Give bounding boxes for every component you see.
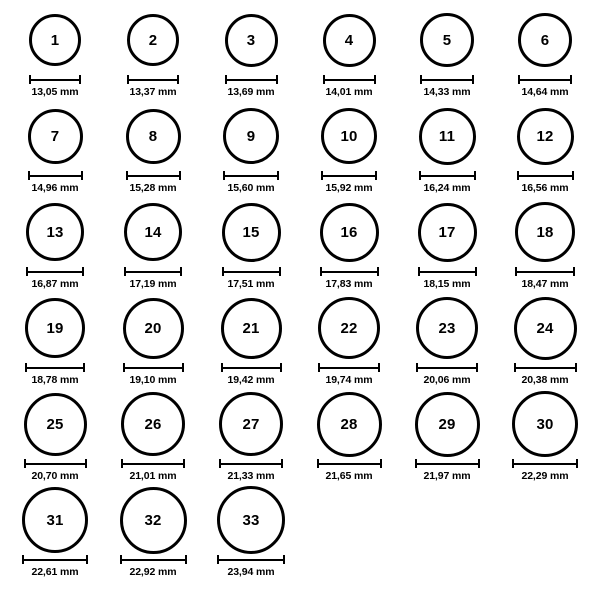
ring-circle-icon	[123, 298, 184, 359]
ring-size-cell	[398, 8, 496, 104]
diameter-measure-icon	[22, 555, 88, 564]
ring-size-label: 11	[438, 127, 456, 145]
ring-size-label: 25	[46, 415, 64, 433]
measure-cap-right	[476, 363, 478, 372]
ring-circle-wrap	[28, 104, 83, 168]
ring-circle-icon	[512, 391, 578, 457]
diameter-measure-icon	[127, 75, 179, 84]
ring-circle-icon	[321, 108, 377, 164]
ring-circle-wrap	[219, 392, 283, 456]
ring-size-label: 17	[438, 223, 456, 241]
measure-cap-left	[515, 267, 517, 276]
ring-circle-wrap	[418, 200, 477, 264]
measure-cap-left	[420, 75, 422, 84]
ring-size-cell	[202, 392, 300, 488]
ring-diameter-label: 15,60 mm	[227, 182, 275, 194]
ring-diameter-label: 13,05 mm	[31, 86, 79, 98]
ring-circle-icon	[518, 13, 572, 67]
measure-cap-right	[475, 267, 477, 276]
measure-bar	[517, 175, 574, 177]
ring-circle-wrap	[123, 296, 184, 360]
diameter-measure-icon	[418, 267, 477, 276]
ring-size-label: 33	[242, 511, 260, 529]
measure-cap-right	[472, 75, 474, 84]
measure-cap-right	[478, 459, 480, 468]
ring-diameter-label: 19,74 mm	[325, 374, 373, 386]
ring-size-label: 23	[438, 319, 456, 337]
measure-cap-right	[573, 267, 575, 276]
measure-bar	[29, 79, 81, 81]
ring-circle-icon	[420, 13, 474, 67]
ring-size-label: 21	[242, 319, 260, 337]
ring-circle-icon	[22, 487, 88, 553]
ring-diameter-label: 13,69 mm	[227, 86, 275, 98]
measure-bar	[24, 463, 87, 465]
ring-circle-icon	[517, 108, 574, 165]
ring-circle-icon	[416, 297, 478, 359]
ring-size-cell	[104, 296, 202, 392]
measure-bar	[512, 463, 578, 465]
measure-bar	[318, 367, 380, 369]
diameter-measure-icon	[419, 171, 476, 180]
ring-circle-wrap	[126, 104, 181, 168]
measure-bar	[418, 271, 477, 273]
ring-circle-icon	[222, 203, 281, 262]
diameter-measure-icon	[217, 555, 285, 564]
ring-size-cell	[202, 8, 300, 104]
ring-circle-wrap	[22, 488, 88, 552]
measure-cap-right	[179, 171, 181, 180]
ring-circle-icon	[419, 108, 476, 165]
ring-circle-icon	[126, 109, 181, 164]
measure-cap-left	[127, 75, 129, 84]
measure-cap-left	[321, 171, 323, 180]
ring-size-cell	[496, 200, 594, 296]
diameter-measure-icon	[219, 459, 283, 468]
ring-circle-wrap	[419, 104, 476, 168]
measure-cap-left	[419, 171, 421, 180]
ring-circle-icon	[225, 14, 278, 67]
ring-diameter-label: 22,92 mm	[129, 566, 177, 578]
measure-cap-right	[185, 555, 187, 564]
diameter-measure-icon	[318, 363, 380, 372]
ring-circle-icon	[219, 392, 283, 456]
measure-cap-left	[514, 363, 516, 372]
ring-circle-icon	[318, 297, 380, 359]
ring-circle-icon	[515, 202, 575, 262]
ring-size-label: 31	[46, 511, 64, 529]
ring-circle-wrap	[323, 8, 376, 72]
ring-circle-wrap	[217, 488, 285, 552]
ring-diameter-label: 14,64 mm	[521, 86, 569, 98]
diameter-measure-icon	[28, 171, 83, 180]
measure-cap-left	[512, 459, 514, 468]
diameter-measure-icon	[420, 75, 474, 84]
ring-size-label: 19	[46, 319, 64, 337]
ring-circle-wrap	[517, 104, 574, 168]
diameter-measure-icon	[25, 363, 85, 372]
ring-circle-wrap	[514, 296, 577, 360]
ring-circle-icon	[415, 392, 480, 457]
ring-circle-wrap	[120, 488, 187, 552]
measure-bar	[320, 271, 379, 273]
diameter-measure-icon	[323, 75, 376, 84]
ring-circle-wrap	[223, 104, 279, 168]
measure-cap-right	[81, 171, 83, 180]
ring-size-label: 7	[50, 127, 60, 145]
measure-cap-left	[29, 75, 31, 84]
ring-size-label: 18	[536, 223, 554, 241]
measure-bar	[225, 79, 278, 81]
ring-size-cell	[6, 392, 104, 488]
measure-cap-left	[416, 363, 418, 372]
measure-cap-right	[576, 459, 578, 468]
measure-cap-right	[474, 171, 476, 180]
ring-size-label: 16	[340, 223, 358, 241]
measure-cap-left	[25, 363, 27, 372]
ring-size-cell	[6, 104, 104, 200]
ring-size-cell	[104, 392, 202, 488]
ring-circle-wrap	[416, 296, 478, 360]
measure-bar	[219, 463, 283, 465]
measure-bar	[323, 79, 376, 81]
ring-circle-wrap	[415, 392, 480, 456]
measure-bar	[22, 559, 88, 561]
ring-diameter-label: 22,29 mm	[521, 470, 569, 482]
measure-cap-left	[317, 459, 319, 468]
ring-circle-icon	[28, 109, 83, 164]
measure-cap-right	[83, 363, 85, 372]
measure-cap-right	[86, 555, 88, 564]
measure-bar	[126, 175, 181, 177]
ring-circle-wrap	[512, 392, 578, 456]
measure-bar	[515, 271, 575, 273]
diameter-measure-icon	[123, 363, 184, 372]
ring-diameter-label: 19,42 mm	[227, 374, 275, 386]
measure-bar	[321, 175, 377, 177]
diameter-measure-icon	[223, 171, 279, 180]
ring-size-label: 30	[536, 415, 554, 433]
ring-diameter-label: 17,51 mm	[227, 278, 275, 290]
ring-diameter-label: 17,83 mm	[325, 278, 373, 290]
ring-circle-icon	[217, 486, 285, 554]
measure-bar	[221, 367, 282, 369]
ring-diameter-label: 14,33 mm	[423, 86, 471, 98]
ring-size-grid	[6, 8, 594, 584]
ring-diameter-label: 18,47 mm	[521, 278, 569, 290]
ring-circle-icon	[223, 108, 279, 164]
ring-circle-wrap	[25, 296, 85, 360]
measure-cap-left	[219, 459, 221, 468]
ring-circle-wrap	[420, 8, 474, 72]
ring-diameter-label: 17,19 mm	[129, 278, 177, 290]
diameter-measure-icon	[221, 363, 282, 372]
ring-circle-wrap	[225, 8, 278, 72]
ring-size-label: 1	[50, 31, 60, 49]
diameter-measure-icon	[124, 267, 182, 276]
measure-cap-left	[26, 267, 28, 276]
measure-bar	[518, 79, 572, 81]
measure-bar	[123, 367, 184, 369]
measure-cap-left	[225, 75, 227, 84]
ring-circle-wrap	[121, 392, 185, 456]
ring-size-cell	[496, 392, 594, 488]
measure-cap-right	[277, 171, 279, 180]
ring-circle-wrap	[518, 8, 572, 72]
measure-cap-right	[279, 267, 281, 276]
measure-cap-right	[283, 555, 285, 564]
ring-size-cell	[6, 200, 104, 296]
diameter-measure-icon	[120, 555, 187, 564]
measure-cap-left	[222, 267, 224, 276]
measure-cap-left	[123, 363, 125, 372]
measure-cap-right	[182, 363, 184, 372]
ring-diameter-label: 16,87 mm	[31, 278, 79, 290]
ring-size-label: 2	[148, 31, 158, 49]
measure-bar	[217, 559, 285, 561]
measure-bar	[127, 79, 179, 81]
ring-size-cell	[496, 8, 594, 104]
ring-diameter-label: 18,15 mm	[423, 278, 471, 290]
ring-size-label: 27	[242, 415, 260, 433]
ring-circle-icon	[323, 14, 376, 67]
measure-bar	[124, 271, 182, 273]
ring-circle-icon	[317, 392, 382, 457]
diameter-measure-icon	[222, 267, 281, 276]
ring-size-label: 24	[536, 319, 554, 337]
ring-size-label: 3	[246, 31, 256, 49]
ring-diameter-label: 21,65 mm	[325, 470, 373, 482]
measure-cap-left	[415, 459, 417, 468]
ring-size-cell	[6, 8, 104, 104]
diameter-measure-icon	[320, 267, 379, 276]
diameter-measure-icon	[121, 459, 185, 468]
ring-size-label: 12	[536, 127, 554, 145]
ring-size-label: 20	[144, 319, 162, 337]
diameter-measure-icon	[518, 75, 572, 84]
measure-cap-left	[323, 75, 325, 84]
measure-cap-left	[126, 171, 128, 180]
ring-size-label: 14	[144, 223, 162, 241]
measure-cap-right	[85, 459, 87, 468]
diameter-measure-icon	[514, 363, 577, 372]
measure-cap-right	[180, 267, 182, 276]
measure-cap-left	[223, 171, 225, 180]
ring-diameter-label: 18,78 mm	[31, 374, 79, 386]
ring-diameter-label: 20,38 mm	[521, 374, 569, 386]
ring-size-label: 15	[242, 223, 260, 241]
measure-cap-left	[418, 267, 420, 276]
ring-circle-icon	[26, 203, 84, 261]
measure-cap-right	[82, 267, 84, 276]
diameter-measure-icon	[321, 171, 377, 180]
measure-cap-left	[24, 459, 26, 468]
measure-bar	[514, 367, 577, 369]
diameter-measure-icon	[225, 75, 278, 84]
ring-circle-icon	[25, 298, 85, 358]
ring-diameter-label: 15,92 mm	[325, 182, 373, 194]
measure-cap-left	[121, 459, 123, 468]
measure-cap-left	[221, 363, 223, 372]
ring-size-cell	[496, 296, 594, 392]
measure-cap-right	[572, 171, 574, 180]
ring-diameter-label: 23,94 mm	[227, 566, 275, 578]
ring-size-cell	[300, 392, 398, 488]
ring-size-cell	[104, 200, 202, 296]
ring-size-label: 8	[148, 127, 158, 145]
ring-size-cell	[202, 296, 300, 392]
ring-circle-wrap	[221, 296, 282, 360]
diameter-measure-icon	[317, 459, 382, 468]
measure-cap-right	[177, 75, 179, 84]
ring-circle-icon	[121, 392, 185, 456]
ring-size-cell	[6, 296, 104, 392]
measure-cap-right	[378, 363, 380, 372]
diameter-measure-icon	[415, 459, 480, 468]
ring-size-cell	[300, 104, 398, 200]
ring-diameter-label: 21,01 mm	[129, 470, 177, 482]
measure-bar	[419, 175, 476, 177]
ring-circle-wrap	[318, 296, 380, 360]
ring-diameter-label: 14,01 mm	[325, 86, 373, 98]
measure-cap-right	[276, 75, 278, 84]
measure-bar	[223, 175, 279, 177]
ring-diameter-label: 14,96 mm	[31, 182, 79, 194]
measure-cap-right	[281, 459, 283, 468]
ring-size-label: 32	[144, 511, 162, 529]
measure-bar	[26, 271, 84, 273]
ring-size-cell	[104, 8, 202, 104]
ring-circle-wrap	[317, 392, 382, 456]
ring-circle-wrap	[24, 392, 87, 456]
ring-size-label: 4	[344, 31, 354, 49]
ring-size-label: 22	[340, 319, 358, 337]
ring-size-label: 29	[438, 415, 456, 433]
ring-circle-icon	[127, 14, 179, 66]
ring-circle-icon	[320, 203, 379, 262]
ring-size-cell	[6, 488, 104, 584]
measure-cap-right	[183, 459, 185, 468]
ring-diameter-label: 20,70 mm	[31, 470, 79, 482]
diameter-measure-icon	[29, 75, 81, 84]
ring-circle-icon	[120, 487, 187, 554]
ring-diameter-label: 16,56 mm	[521, 182, 569, 194]
ring-circle-icon	[418, 203, 477, 262]
ring-size-cell	[104, 488, 202, 584]
ring-size-cell	[398, 200, 496, 296]
ring-size-cell	[496, 104, 594, 200]
ring-diameter-label: 21,97 mm	[423, 470, 471, 482]
diameter-measure-icon	[512, 459, 578, 468]
measure-cap-left	[320, 267, 322, 276]
diameter-measure-icon	[515, 267, 575, 276]
ring-diameter-label: 22,61 mm	[31, 566, 79, 578]
measure-cap-right	[570, 75, 572, 84]
ring-diameter-label: 16,24 mm	[423, 182, 471, 194]
ring-size-cell	[202, 104, 300, 200]
ring-size-label: 6	[540, 31, 550, 49]
ring-size-cell	[202, 200, 300, 296]
ring-size-cell	[202, 488, 300, 584]
ring-size-cell	[398, 296, 496, 392]
measure-cap-right	[380, 459, 382, 468]
ring-diameter-label: 13,37 mm	[129, 86, 177, 98]
measure-cap-left	[22, 555, 24, 564]
measure-cap-right	[375, 171, 377, 180]
ring-circle-wrap	[29, 8, 81, 72]
measure-bar	[415, 463, 480, 465]
ring-circle-wrap	[124, 200, 182, 264]
measure-bar	[420, 79, 474, 81]
measure-cap-right	[575, 363, 577, 372]
measure-cap-left	[517, 171, 519, 180]
measure-cap-left	[28, 171, 30, 180]
measure-bar	[121, 463, 185, 465]
measure-bar	[120, 559, 187, 561]
measure-cap-left	[217, 555, 219, 564]
measure-cap-right	[79, 75, 81, 84]
ring-size-label: 28	[340, 415, 358, 433]
diameter-measure-icon	[26, 267, 84, 276]
measure-bar	[416, 367, 478, 369]
ring-circle-wrap	[515, 200, 575, 264]
ring-circle-icon	[221, 298, 282, 359]
measure-cap-left	[124, 267, 126, 276]
ring-diameter-label: 15,28 mm	[129, 182, 177, 194]
measure-cap-left	[120, 555, 122, 564]
ring-circle-icon	[514, 297, 577, 360]
ring-circle-wrap	[321, 104, 377, 168]
measure-cap-right	[377, 267, 379, 276]
ring-size-cell	[104, 104, 202, 200]
ring-diameter-label: 19,10 mm	[129, 374, 177, 386]
measure-cap-left	[518, 75, 520, 84]
measure-cap-right	[374, 75, 376, 84]
ring-size-cell	[300, 8, 398, 104]
ring-circle-icon	[24, 393, 87, 456]
ring-size-cell	[398, 104, 496, 200]
diameter-measure-icon	[126, 171, 181, 180]
measure-cap-right	[280, 363, 282, 372]
measure-bar	[317, 463, 382, 465]
ring-circle-wrap	[222, 200, 281, 264]
ring-size-cell	[398, 392, 496, 488]
ring-size-label: 10	[340, 127, 358, 145]
ring-size-label: 26	[144, 415, 162, 433]
ring-size-label: 5	[442, 31, 452, 49]
diameter-measure-icon	[416, 363, 478, 372]
ring-circle-icon	[124, 203, 182, 261]
ring-size-label: 9	[246, 127, 256, 145]
measure-bar	[222, 271, 281, 273]
ring-circle-icon	[29, 14, 81, 66]
ring-circle-wrap	[127, 8, 179, 72]
ring-diameter-label: 21,33 mm	[227, 470, 275, 482]
diameter-measure-icon	[24, 459, 87, 468]
ring-circle-wrap	[320, 200, 379, 264]
ring-circle-wrap	[26, 200, 84, 264]
ring-size-cell	[300, 200, 398, 296]
ring-size-cell	[300, 296, 398, 392]
diameter-measure-icon	[517, 171, 574, 180]
measure-bar	[28, 175, 83, 177]
ring-diameter-label: 20,06 mm	[423, 374, 471, 386]
measure-bar	[25, 367, 85, 369]
measure-cap-left	[318, 363, 320, 372]
ring-size-label: 13	[46, 223, 64, 241]
